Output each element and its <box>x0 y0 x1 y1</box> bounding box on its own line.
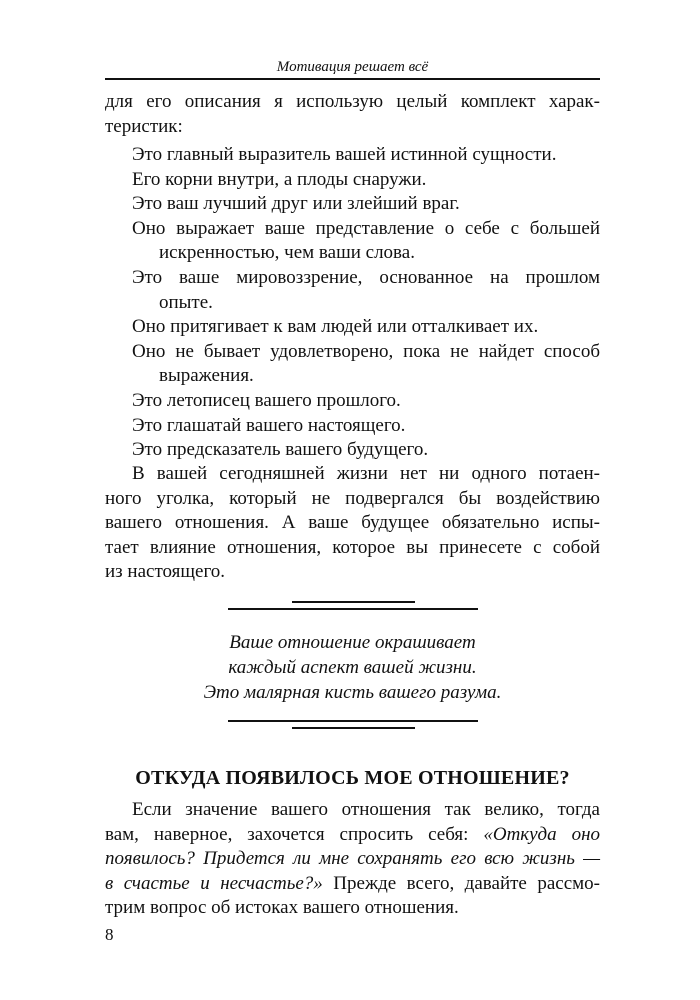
paragraph-text: Прежде всего, давайте рассмо- <box>322 872 600 894</box>
opening-text <box>105 90 600 139</box>
pull-quote-line: Ваше отношение окрашивает <box>229 632 476 653</box>
italic-question: появилось? Придется ли мне сохранять его всю жизнь — <box>105 848 600 870</box>
list-item <box>105 414 600 439</box>
paragraph-line: В вашей сегодняшней жизни нет ни одного потаен- <box>132 463 600 484</box>
list-item <box>105 168 600 193</box>
paragraph-2 <box>105 462 600 585</box>
list-item-text: Его корни внутри, а плоды снаружи. <box>132 168 427 190</box>
list-item-continuation: опыте. <box>159 291 213 313</box>
paragraph-3 <box>105 798 600 921</box>
ornament-long-rule <box>228 720 478 722</box>
list-item <box>105 266 600 315</box>
section-heading: ОТКУДА ПОЯВИЛОСЬ МОЕ ОТНОШЕНИЕ? <box>135 767 570 789</box>
italic-question: в счастье и несчастье?» <box>105 872 323 894</box>
list-item-continuation: выражения. <box>159 365 254 387</box>
pull-quote <box>105 630 600 705</box>
list-item-text: Оно притягивает к вам людей или отталкивает их. <box>132 316 539 338</box>
list-item-text: Оно не бывает удовлетворено, пока не найдет способ <box>132 340 600 362</box>
list-item-text: Это ваш лучший друг или злейший враг. <box>132 193 460 215</box>
italic-question: «Откуда оно <box>483 823 600 845</box>
list-item <box>105 340 600 389</box>
header-rule <box>105 78 600 80</box>
list-item-text: Это летописец вашего прошлого. <box>132 389 401 411</box>
paragraph-line: из настоящего. <box>105 561 226 583</box>
opening-line-1: для его описания я использую целый комплект харак- <box>105 91 600 112</box>
pull-quote-line: Это малярная кисть вашего разума. <box>203 682 502 703</box>
pull-quote-line: каждый аспект вашей жизни. <box>228 657 477 678</box>
attitude-characteristics-list <box>105 143 600 463</box>
paragraph-line <box>105 823 600 848</box>
list-item-text: Это предсказатель вашего будущего. <box>132 439 429 461</box>
list-item-text: Это главный выразитель вашей истинной сущности. <box>132 144 557 165</box>
running-header: Мотивация решает всё <box>276 59 429 75</box>
ornament-long-rule <box>228 608 478 610</box>
paragraph-text: вам, наверное, захочется спросить себя: <box>105 823 484 845</box>
list-item <box>105 217 600 266</box>
list-item <box>105 192 600 217</box>
ornament-short-rule <box>292 727 415 729</box>
paragraph-line: Если значение вашего отношения так велико, тогда <box>132 799 600 820</box>
list-item <box>105 315 600 340</box>
list-item <box>105 389 600 414</box>
list-item <box>105 438 600 463</box>
page-number: 8 <box>105 925 114 944</box>
paragraph-line: вашего отношения. А ваше будущее обязательно испы- <box>105 512 600 534</box>
list-item-text: Это ваше мировоззрение, основанное на прошлом <box>132 266 600 288</box>
paragraph-line <box>105 872 600 897</box>
opening-line-2: теристик: <box>105 115 183 137</box>
list-item-continuation: искренностью, чем ваши слова. <box>159 242 415 264</box>
paragraph-line: трим вопрос об истоках вашего отношения. <box>105 897 459 919</box>
list-item-text: Это глашатай вашего настоящего. <box>132 414 406 436</box>
list-item-text: Оно выражает ваше представление о себе с большей <box>132 217 600 239</box>
ornament-short-rule <box>292 601 415 603</box>
list-item <box>105 143 600 168</box>
paragraph-line: тает влияние отношения, которое вы принесете с собой <box>105 536 600 558</box>
paragraph-line: ного уголка, который не подвергался бы воздействию <box>105 487 600 509</box>
